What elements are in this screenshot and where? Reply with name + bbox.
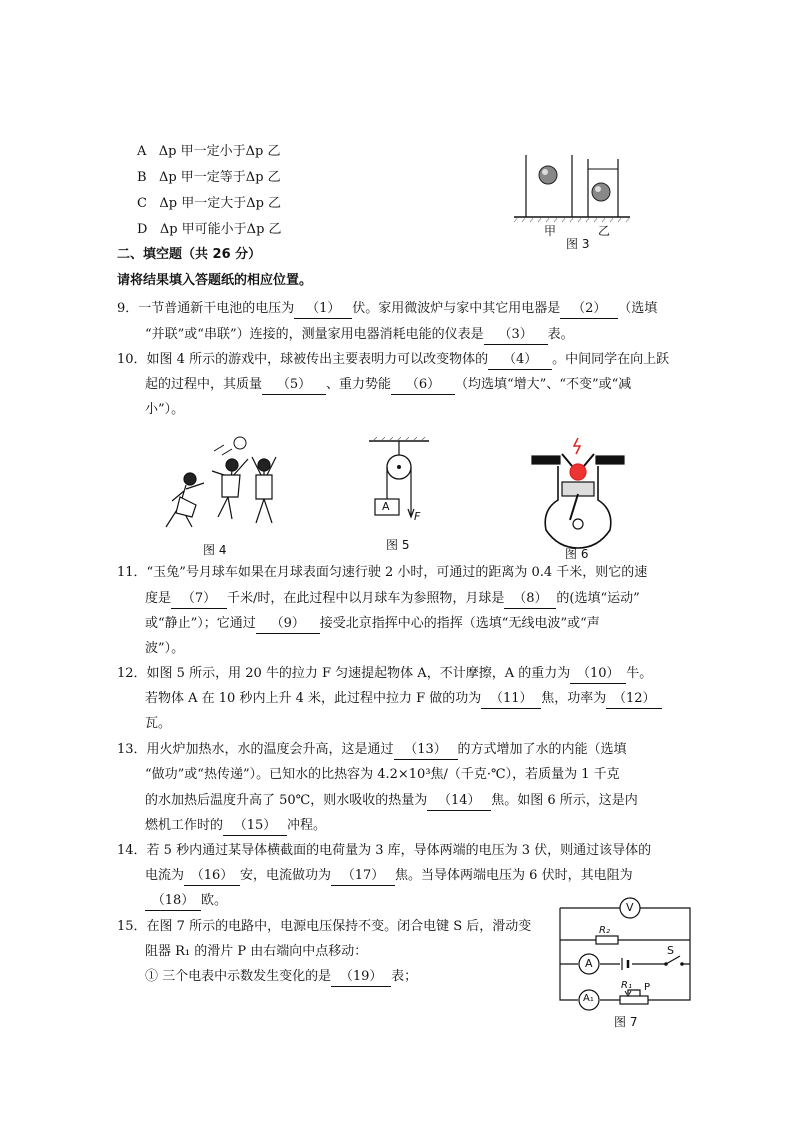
q13-line1: 13．用火炉加热水，水的温度会升高，这是通过 （13） 的方式增加了水的内能（选填	[117, 741, 627, 760]
option-text: Δp 甲一定大于Δp 乙	[159, 196, 282, 211]
rheostat-r1	[620, 996, 648, 1004]
q11-line3: 或“静止”）；它通过 （9） 接受北京指挥中心的指挥（选填“无线电波”或“声	[145, 615, 600, 634]
q12-line1: 12．如图 5 所示，用 20 牛的拉力 F 匀速提起物体 A，不计摩擦，A 的重力为 （10） 牛。	[117, 665, 652, 684]
pulley-axle	[397, 465, 401, 469]
q13-line3: 的水加热后温度升高了 50℃，则水吸收的热量为 （14） 焦。如图 6 所示，这是内	[145, 792, 638, 811]
option-text: Δp 甲一定小于Δp 乙	[158, 144, 281, 159]
option-b	[137, 169, 281, 187]
fig5-label-f: F	[414, 510, 421, 523]
spark-icon	[574, 438, 580, 454]
fig7-label-p: P	[644, 982, 651, 993]
q10-line1: 10．如图 4 所示的游戏中，球被传出主要表明力可以改变物体的 （4） 。中间同学在向上跃	[117, 351, 669, 370]
fig7-label-a1: A₁	[583, 993, 594, 1004]
figure-3	[510, 155, 650, 235]
player-right-head	[258, 459, 270, 471]
figure-6	[528, 430, 628, 545]
fig7-label-a: A	[585, 957, 593, 970]
option-letter: A	[137, 144, 147, 159]
blank-10: （10）	[570, 665, 626, 684]
option-letter: B	[137, 170, 147, 185]
ball-highlight	[542, 169, 548, 175]
option-letter: D	[137, 222, 148, 237]
fig4-caption: 图 4	[203, 543, 227, 557]
q14-line1: 14．若 5 秒内通过某导体横截面的电荷量为 3 库，导体两端的电压为 3 伏，则通过该导体的	[117, 843, 652, 858]
q15-line3: ① 三个电表中示数发生变化的是 （19） 表；	[145, 968, 417, 987]
fig7-label-s: S	[667, 944, 674, 957]
option-letter: C	[137, 196, 147, 211]
fig5-caption: 图 5	[386, 538, 410, 552]
q13-line4: 燃机工作时的 （15） 冲程。	[145, 817, 326, 836]
blank-6: （6）	[391, 376, 455, 395]
option-text: Δp 甲可能小于Δp 乙	[159, 222, 282, 237]
intake-port	[532, 456, 560, 464]
ball-highlight	[595, 186, 601, 192]
piston	[562, 482, 594, 496]
q12-line3: 瓦。	[145, 716, 172, 731]
figure-7	[556, 898, 696, 1008]
q14-line3: （18） 欧。	[145, 892, 227, 911]
blank-2: （2）	[560, 300, 618, 319]
switch-contact	[680, 962, 684, 966]
option-c	[137, 195, 281, 213]
blank-17: （17）	[331, 867, 395, 886]
q11-line2: 度是 （7） 千米/时，在此过程中以月球车为参照物，月球是 （8） 的(选填“运动”	[145, 590, 640, 609]
blank-13: （13）	[394, 741, 458, 760]
blank-3: （3）	[484, 326, 548, 345]
option-a	[137, 143, 280, 161]
fig7-label-r2: R₂	[599, 925, 610, 936]
blank-7: （7）	[171, 590, 227, 609]
fig3-caption: 图 3	[566, 237, 590, 251]
blank-14: （14）	[427, 792, 491, 811]
player-left-head	[184, 473, 196, 485]
fig7-caption: 图 7	[614, 1015, 638, 1029]
container-jia	[526, 155, 572, 217]
crankshaft	[573, 519, 583, 529]
section-instruction: 请将结果填入答题纸的相应位置。	[117, 273, 313, 288]
fig7-label-v: V	[626, 901, 634, 914]
figure-4	[152, 435, 282, 540]
q11-line4: 波”）。	[145, 641, 185, 656]
player-left-shorts	[176, 497, 196, 517]
q15-line1: 15．在图 7 所示的电路中，电源电压保持不变。闭合电键 S 后，滑动变	[117, 919, 532, 934]
blank-15: （15）	[223, 817, 287, 836]
q9-line1: 9．一节普通新干电池的电压为 （1） 伏。家用微波炉与家中其它用电器是 （2） （选填	[117, 300, 657, 319]
combustion-burst	[570, 464, 586, 480]
blank-1: （1）	[294, 300, 352, 319]
ball-yi	[592, 183, 610, 201]
q15-line2: 阻器 R₁ 的滑片 P 由右端向中点移动：	[145, 944, 368, 959]
switch-lever	[666, 956, 680, 964]
q10-line3: 小”）。	[145, 402, 185, 417]
q9-line2: “并联”或“串联”）连接的，测量家用电器消耗电能的仪表是 （3） 表。	[145, 326, 574, 345]
q11-line1: 11．“玉兔”号月球车如果在月球表面匀速行驶 2 小时，可通过的距离为 0.4 千米，则它的速	[117, 565, 648, 580]
figure-5	[365, 437, 435, 537]
player-right-shirt	[256, 475, 272, 499]
fig6-caption: 图 6	[565, 547, 589, 561]
resistor-r2	[596, 936, 618, 944]
blank-12: （12）	[606, 690, 662, 709]
blank-18: （18）	[145, 892, 201, 911]
option-d	[137, 221, 282, 239]
fig7-label-r1: R₁	[621, 980, 632, 991]
ball	[234, 437, 246, 449]
blank-4: （4）	[488, 351, 552, 370]
exhaust-port	[596, 456, 624, 464]
option-text: Δp 甲一定等于Δp 乙	[158, 170, 281, 185]
blank-11: （11）	[481, 690, 541, 709]
motion-lines	[214, 445, 232, 455]
blank-8: （8）	[504, 590, 556, 609]
q12-line2: 若物体 A 在 10 秒内上升 4 米，此过程中拉力 F 做的功为 （11） 焦，功率为 （12）	[145, 690, 662, 709]
q14-line2: 电流为 （16） 安，电流做功为 （17） 焦。当导体两端电压为 6 伏时，其电阻为	[145, 867, 633, 886]
fig3-label-yi: 乙	[598, 224, 611, 238]
section-title: 二、填空题（共 26 分）	[117, 247, 262, 262]
blank-19: （19）	[331, 968, 391, 987]
fig5-label-a: A	[382, 500, 390, 513]
ball-jia	[539, 166, 557, 184]
fig3-label-jia: 甲	[544, 224, 557, 238]
player-mid-head	[226, 459, 238, 471]
blank-5: （5）	[262, 376, 326, 395]
player-mid-shirt	[222, 475, 240, 497]
blank-9: （9）	[256, 615, 320, 634]
q10-line2: 起的过程中，其质量 （5） 、重力势能 （6） （均选填“增大”、“不变”或“减	[145, 376, 631, 395]
blank-16: （16）	[184, 867, 240, 886]
q13-line2: “做功”或“热传递”）。已知水的比热容为 4.2×10³焦/（千克·℃），若质量为 1 千克	[145, 767, 620, 782]
